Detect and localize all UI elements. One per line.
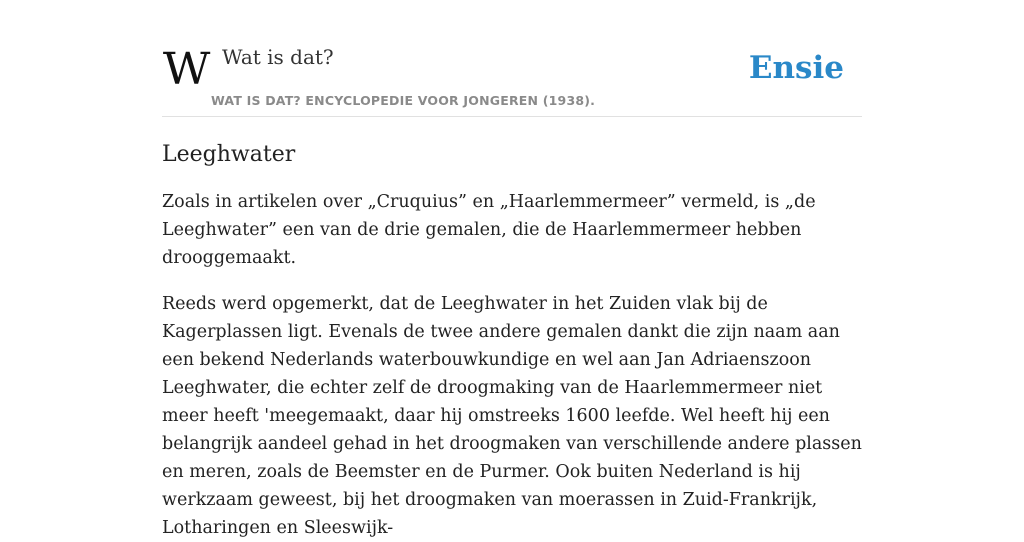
site-subtitle: WAT IS DAT? ENCYCLOPEDIE VOOR JONGEREN (1938). [211,93,596,108]
site-title[interactable]: Wat is dat? [222,45,334,69]
article-title: Leeghwater [162,142,296,167]
site-header [162,40,862,117]
article-paragraph: Reeds werd opgemerkt, dat de Leeghwater in het Zuiden vlak bij de Kagerplassen ligt. Evenals de twee andere gemalen dankt die zijn naam aan een bekend Nederlands waterbouwkundige en wel aan Jan Adriaenszoon Leeghwater, die echter zelf de droogmaking van de Haarlemmermeer niet meer heeft 'meegemaakt, daar hij omstreeks 1600 leefde. Wel heeft hij een belangrijk aandeel gehad in het droogmaken van verschillende andere plassen en meren, zoals de Beemster en de Purmer. Ook buiten Nederland is hij werkzaam geweest, bij het droogmaken van moerassen in Zuid-Frankrijk, Lotharingen en Sleeswijk- [162,294,862,538]
article-paragraph: Zoals in artikelen over „Cruquius” en „Haarlemmermeer” vermeld, is „de Leeghwater” een van de drie gemalen, die de Haarlemmermeer hebben drooggemaakt. [162,192,816,268]
article-content [162,136,862,542]
wikipedia-w-icon[interactable]: W [162,44,204,95]
ensie-brand-link[interactable]: Ensie [748,50,844,86]
